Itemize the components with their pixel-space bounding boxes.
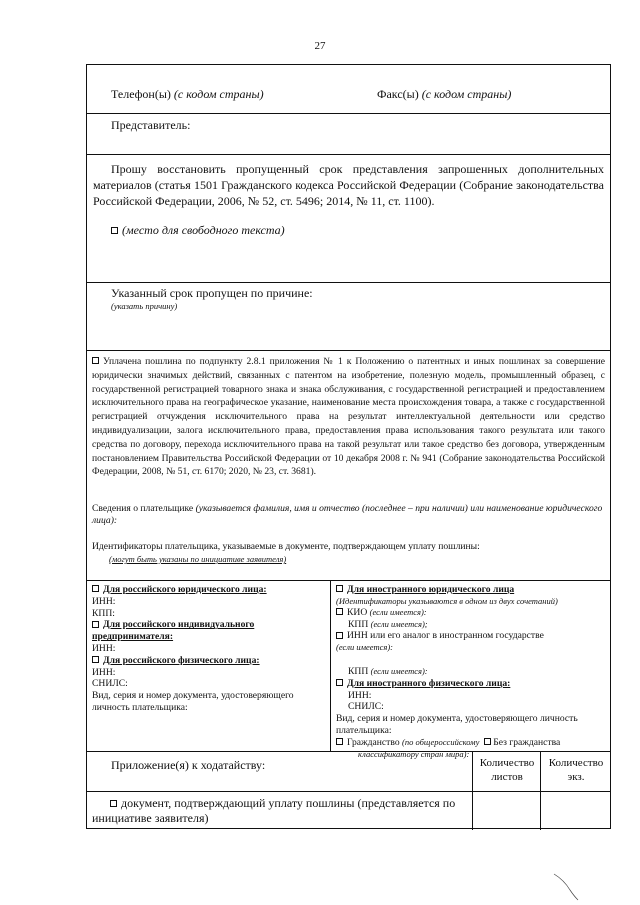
pen-mark-icon — [548, 870, 588, 902]
kio-option[interactable] — [336, 607, 608, 619]
foreign-legal-checkbox[interactable] — [336, 585, 343, 592]
individual-snils: СНИЛС: — [92, 678, 128, 690]
attachment-row — [87, 791, 610, 830]
inn-foreign-hint: (если имеется): — [336, 642, 393, 653]
kio-label: КИО — [347, 606, 370, 618]
identifiers-label: Идентификаторы плательщика, указываемые в документе, подтверждающем уплату пошлины: — [92, 541, 480, 552]
foreign-legal-option[interactable] — [336, 584, 608, 596]
fax-label: Факс(ы) — [377, 87, 422, 101]
fax-field[interactable] — [377, 87, 511, 102]
attachments-divider-2 — [540, 752, 541, 791]
inn-foreign-label: ИНН или его аналог в иностранном государстве — [347, 630, 544, 642]
legal-entity-checkbox[interactable] — [92, 585, 99, 592]
representative-label: Представитель: — [111, 118, 191, 132]
foreign-kpp-hint: (если имеется); — [370, 618, 428, 629]
contacts-section — [87, 65, 610, 113]
inn-foreign-checkbox[interactable] — [336, 632, 343, 639]
request-text: Прошу восстановить пропущенный срок представления запрошенных дополнительных материалов (статья 1501 Гражданского кодекса Российской Федерации (Собрание законодательства Российской Федерации, 2006, № 52, ст. 5496; 2014, № 11, ст. 1100). — [93, 162, 604, 208]
free-text-label: (место для свободного текста) — [122, 223, 285, 237]
col-copies-header: Количество экз. — [548, 757, 604, 783]
free-text-option[interactable] — [111, 223, 285, 238]
free-text-checkbox[interactable] — [111, 227, 118, 234]
reason-section[interactable] — [87, 282, 610, 350]
representative-section[interactable] — [87, 113, 610, 154]
phone-field[interactable] — [111, 87, 264, 102]
fee-text-body: Уплачена пошлина по подпункту 2.8.1 приложения № 1 к Положению о патентных и иных пошлинах за совершение юридически значимых действий, связанных с патентом на изобретение, полезную модель, промышленный образец, с государственной регистрацией товарного знака и знака обслуживания, с государственной регистрацией и предоставлением исключительного права на географическое указание, наименование места происхождения товара, а также с государственной регистрацией отчуждения исключительного права на результат интеллектуальной деятельности или средство индивидуализации, залога исключительного права, предоставления права использования такого результата или такого средства по договору, перехода исключительного права на такой результат или такое средство без договора, утвержденным постановлением Правительства Российской Федерации от 10 декабря 2008 г. № 941 (Собрание законодательства Российской Федерации, 2008, № 51, ст. 6170; 2020, № 23, ст. 3681). — [92, 356, 605, 478]
citizenship-checkbox[interactable] — [336, 738, 343, 745]
foreign-individual-inn: ИНН: — [348, 689, 372, 701]
foreign-legal-hint: (Идентификаторы указываются в одном из двух сочетаний) — [336, 595, 558, 606]
payer-divider — [330, 581, 331, 751]
attachment-sheets-cell[interactable] — [473, 792, 540, 830]
foreign-individual-snils: СНИЛС: — [348, 701, 384, 713]
citizenship-label: Гражданство — [347, 736, 403, 748]
individual-label: Для российского физического лица: — [103, 654, 260, 666]
identifiers-hint: (могут быть указаны по инициативе заявителя) — [109, 554, 287, 564]
reason-label: Указанный срок пропущен по причине: — [111, 286, 313, 300]
attachments-label: Приложение(я) к ходатайству: — [111, 758, 266, 772]
entrepreneur-option[interactable] — [92, 619, 324, 643]
phone-label: Телефон(ы) — [111, 87, 174, 101]
attachment-copies-cell[interactable] — [541, 792, 610, 830]
foreign-kpp2 — [336, 666, 608, 678]
kio-checkbox[interactable] — [336, 608, 343, 615]
col-sheets-header: Количество листов — [479, 757, 535, 783]
fee-section — [87, 350, 610, 580]
foreign-individual-document: Вид, серия и номер документа, удостоверяющего личность плательщика: — [336, 713, 578, 736]
foreign-individual-option[interactable] — [336, 678, 608, 690]
legal-entity-label: Для российского юридического лица: — [103, 584, 267, 595]
foreign-individual-label: Для иностранного физического лица: — [347, 677, 511, 689]
entrepreneur-label: Для российского индивидуального предпринимателя: — [92, 619, 255, 643]
entrepreneur-checkbox[interactable] — [92, 621, 99, 628]
kio-hint: (если имеется): — [369, 606, 427, 617]
payer-identifiers-section — [87, 580, 610, 759]
individual-checkbox[interactable] — [92, 656, 99, 663]
request-section — [87, 154, 610, 282]
inn-foreign-option[interactable] — [336, 630, 608, 642]
attachment-row-text[interactable] — [92, 796, 468, 826]
foreign-kpp — [336, 619, 608, 631]
reason-hint: (указать причину) — [111, 301, 178, 311]
citizenship-hint: (по общероссийскому — [402, 736, 480, 747]
foreign-kpp2-hint: (если имеется): — [370, 665, 428, 676]
stateless-label: Без гражданства — [490, 736, 561, 748]
fax-hint: (с кодом страны) — [421, 87, 512, 101]
payer-info-hint: (указывается фамилия, имя и отчество (последнее – при наличии) или наименование юридического лица): — [92, 503, 603, 526]
individual-inn: ИНН: — [92, 666, 116, 678]
legal-kpp: КПП: — [92, 607, 115, 619]
payer-right-column — [336, 584, 608, 760]
payer-info-label: Сведения о плательщике — [92, 503, 196, 514]
fee-text — [92, 355, 605, 479]
attachments-divider-1 — [472, 752, 473, 791]
foreign-legal-label: Для иностранного юридического лица — [347, 584, 515, 595]
page-number: 27 — [314, 40, 326, 52]
attachment-checkbox[interactable] — [110, 800, 117, 807]
classifier-hint: классификатору стран мира): — [358, 748, 470, 759]
legal-inn: ИНН: — [92, 595, 116, 607]
payer-info — [92, 503, 605, 527]
foreign-kpp2-label: КПП — [348, 665, 371, 677]
individual-option[interactable] — [92, 655, 324, 667]
citizenship-row — [336, 737, 608, 749]
attachment-row-label: документ, подтверждающий уплату пошлины (представляется по инициативе заявителя) — [92, 796, 456, 825]
foreign-individual-checkbox[interactable] — [336, 679, 343, 686]
payer-left-column — [92, 584, 324, 714]
petition-form — [86, 64, 611, 829]
phone-hint: (с кодом страны) — [173, 87, 264, 101]
individual-document: Вид, серия и номер документа, удостоверяющего личность плательщика: — [92, 690, 294, 713]
stateless-checkbox[interactable] — [484, 738, 491, 745]
entrepreneur-inn: ИНН: — [92, 642, 116, 654]
attachments-header — [87, 748, 610, 791]
fee-checkbox[interactable] — [92, 357, 99, 364]
foreign-kpp-label: КПП — [348, 618, 371, 630]
legal-entity-option[interactable] — [92, 584, 324, 596]
